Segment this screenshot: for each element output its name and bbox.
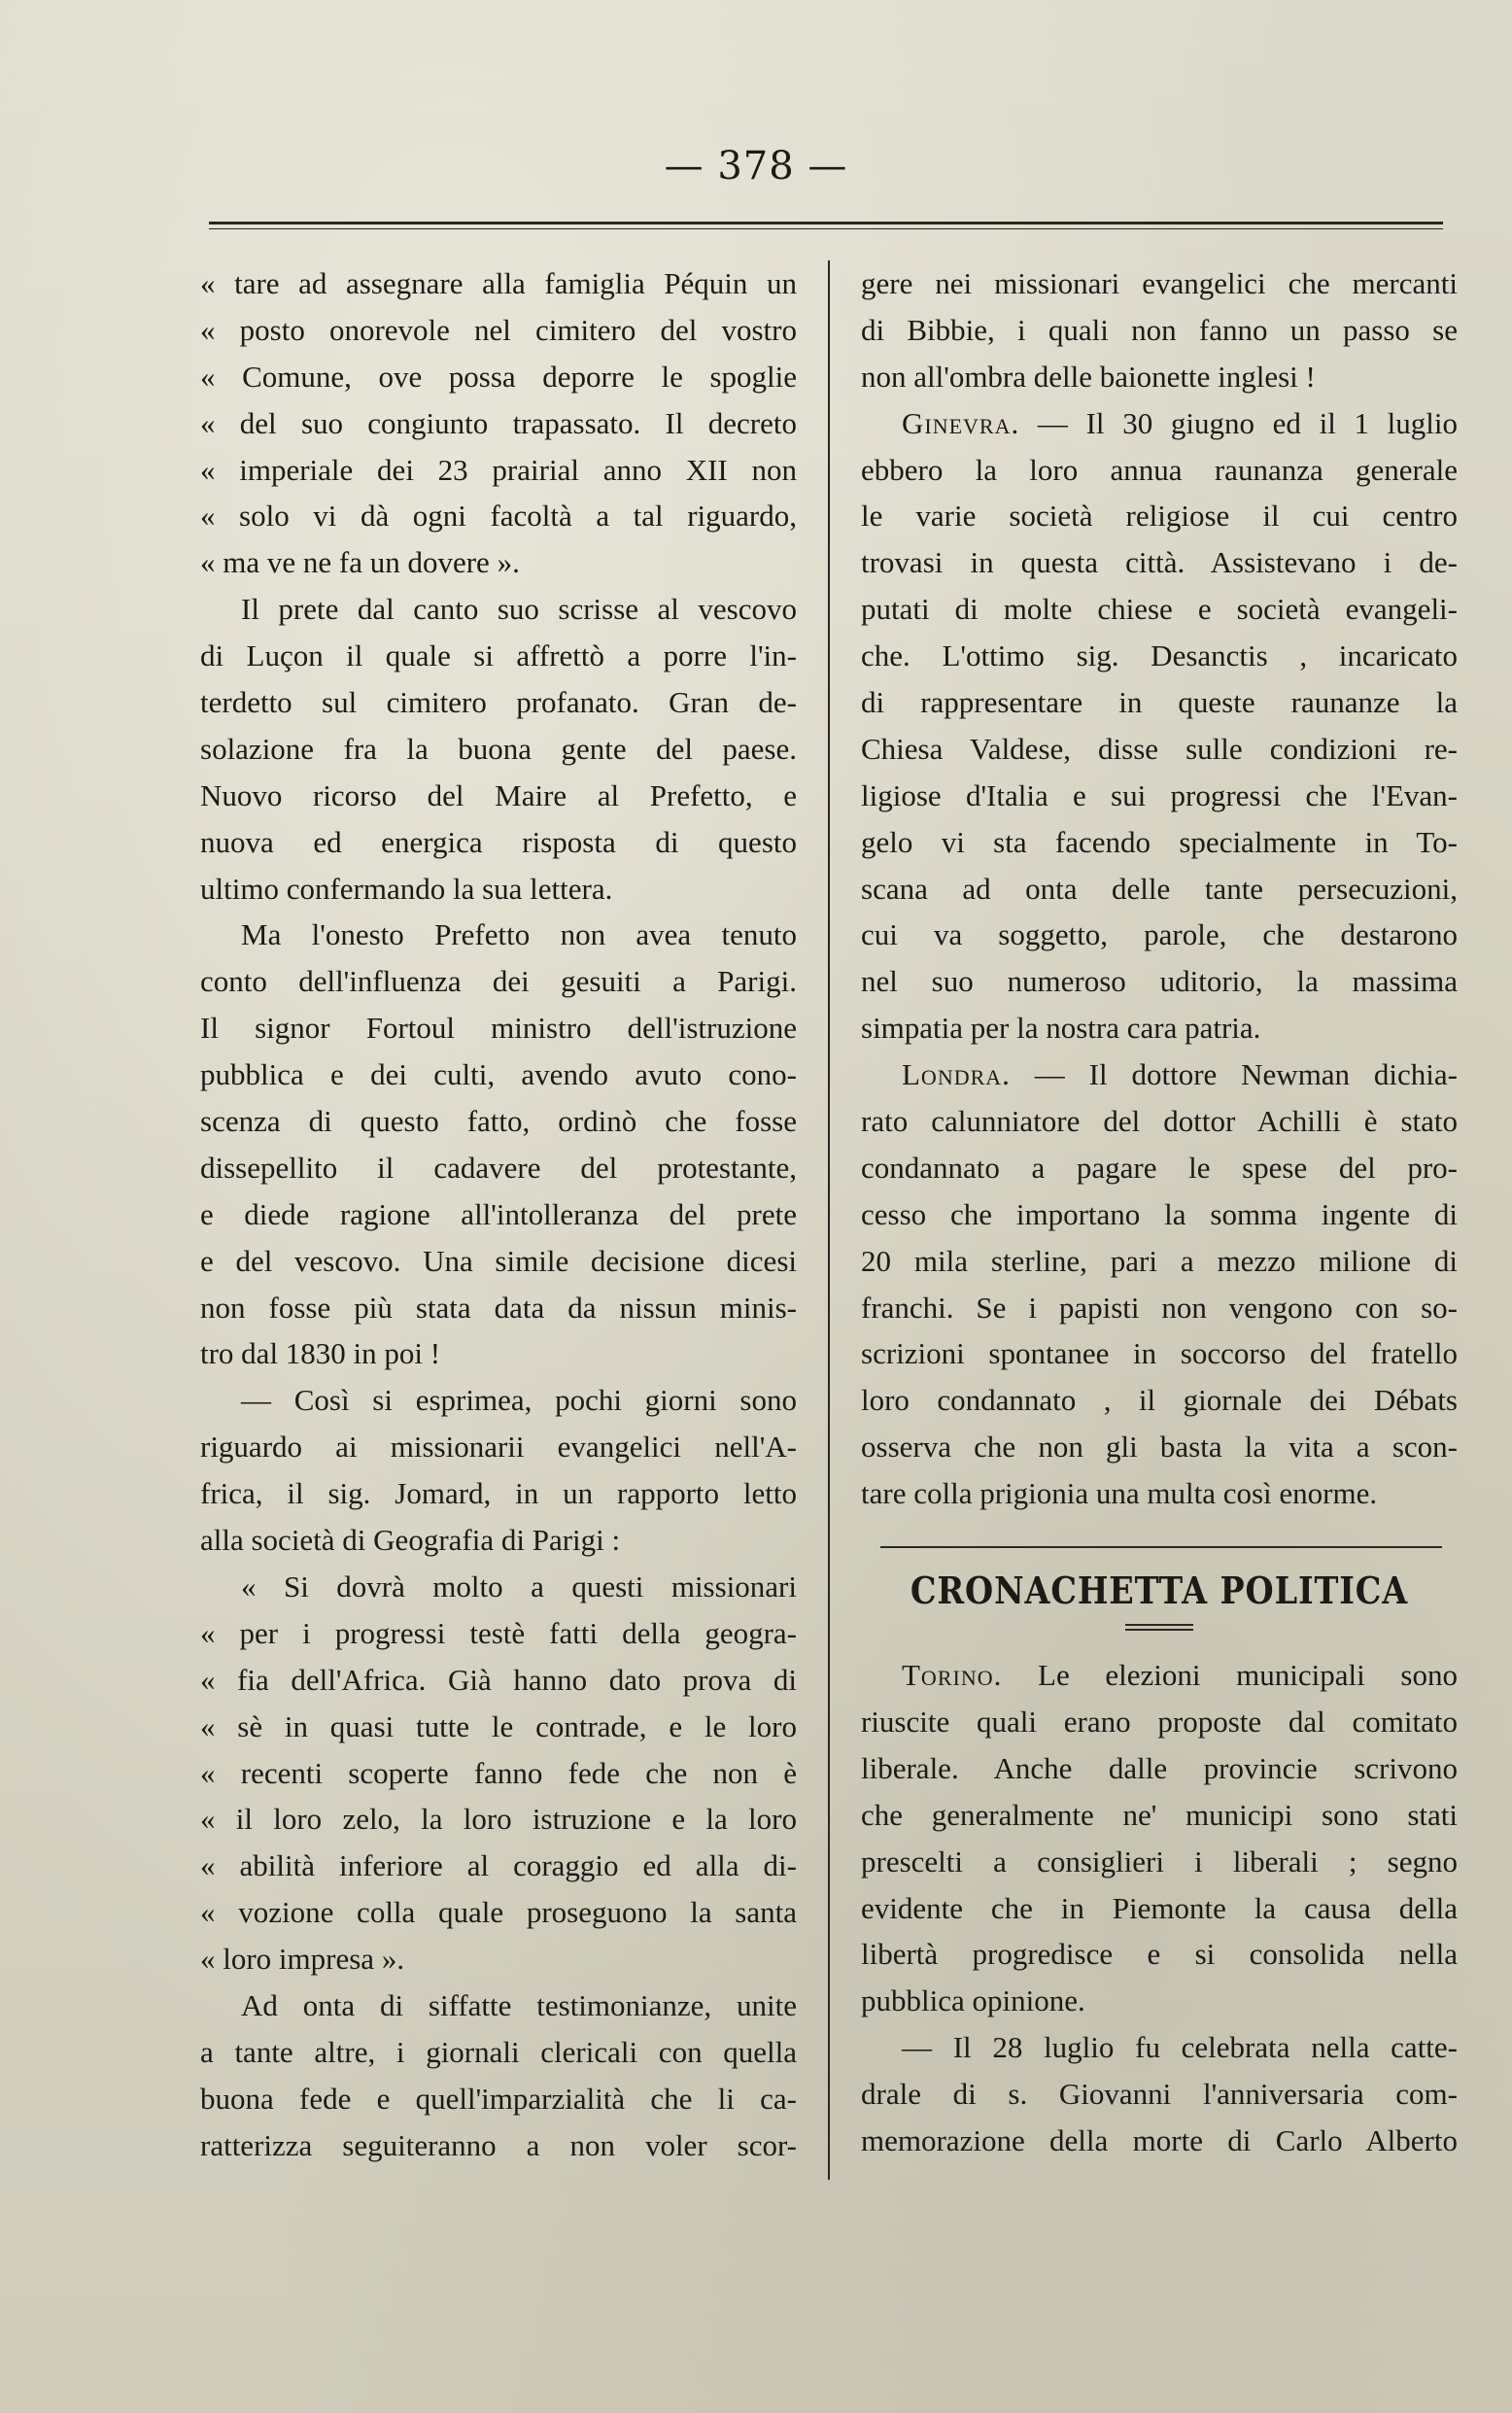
column-divider: [828, 260, 830, 2180]
text-line: condannato a pagare le spese del pro-: [861, 1150, 1458, 1185]
text-line: ebbero la loro annua raunanza generale: [861, 452, 1458, 487]
text-line: prescelti a consiglieri i liberali ; segno: [861, 1844, 1458, 1879]
text-line: che. L'ottimo sig. Desanctis , incaricato: [861, 638, 1458, 673]
text-line: nel suo numeroso uditorio, la massima: [861, 964, 1458, 999]
text-line: gere nei missionari evangelici che mercanti: [861, 266, 1458, 300]
left-column: [200, 260, 797, 2169]
text-line: [861, 400, 1458, 447]
dateline-place: Torino.: [902, 1658, 1003, 1693]
text-line: « fia dell'Africa. Già hanno dato prova di: [200, 1662, 797, 1697]
text-line: alla società di Geografia di Parigi :: [200, 1523, 621, 1558]
dateline-text: — Il 30 giugno ed il 1 luglio: [1037, 405, 1458, 440]
text-line: cesso che importano la somma ingente di: [861, 1196, 1458, 1231]
text-line: evidente che in Piemonte la causa della: [861, 1890, 1458, 1925]
text-line: di rappresentare in queste raunanze la: [861, 685, 1458, 720]
text-line: « sè in quasi tutte le contrade, e le loro: [200, 1708, 797, 1743]
text-line: e del vescovo. Una simile decisione dicesi: [200, 1243, 797, 1278]
text-line: Chiesa Valdese, disse sulle condizioni re-: [861, 731, 1458, 766]
text-line: « posto onorevole nel cimitero del vostro: [200, 312, 797, 347]
text-line: — Il 28 luglio fu celebrata nella catte-: [902, 2030, 1458, 2065]
text-line: libertà progredisce e si consolida nella: [861, 1937, 1458, 1972]
text-line: tare colla prigionia una multa così enorme.: [861, 1476, 1378, 1511]
header-rule: [209, 222, 1443, 229]
text-line: Ma l'onesto Prefetto non avea tenuto: [241, 917, 797, 952]
text-line: ratterizza seguiteranno a non voler scor-: [200, 2127, 797, 2162]
right-column: [861, 260, 1458, 2164]
text-line: franchi. Se i papisti non vengono con so-: [861, 1290, 1458, 1325]
section-ornament: [1125, 1624, 1193, 1631]
text-line: memorazione della morte di Carlo Alberto: [861, 2122, 1458, 2157]
text-line: le varie società religiose il cui centro: [861, 499, 1458, 534]
text-line: « imperiale dei 23 prairial anno XII non: [200, 452, 797, 487]
text-line: frica, il sig. Jomard, in un rapporto letto: [200, 1476, 797, 1511]
text-line: solazione fra la buona gente del paese.: [200, 731, 797, 766]
text-line: e diede ragione all'intolleranza del prete: [200, 1196, 797, 1231]
text-line: ultimo confermando la sua lettera.: [200, 871, 613, 906]
text-line: di Bibbie, i quali non fanno un passo se: [861, 312, 1458, 347]
text-line: « abilità inferiore al coraggio ed alla di-: [200, 1848, 797, 1883]
text-line: trovasi in questa città. Assistevano i de-: [861, 545, 1458, 580]
text-line: non fosse più stata data da nissun minis-: [200, 1290, 797, 1325]
text-line: loro condannato , il giornale dei Débats: [861, 1383, 1458, 1418]
dateline-place: Londra.: [902, 1057, 1011, 1092]
text-line: che generalmente ne' municipi sono stati: [861, 1797, 1458, 1832]
dateline-text: — Il dottore Newman dichia-: [1034, 1057, 1458, 1092]
text-line: scrizioni spontanee in soccorso del fratello: [861, 1336, 1458, 1371]
text-line: liberale. Anche dalle provincie scrivono: [861, 1750, 1458, 1785]
text-line: [861, 1652, 1458, 1699]
text-line: « ma ve ne fa un dovere ».: [200, 545, 520, 580]
text-line: non all'ombra delle baionette inglesi !: [861, 359, 1316, 394]
text-line: osserva che non gli basta la vita a scon-: [861, 1430, 1458, 1465]
text-line: « Comune, ove possa deporre le spoglie: [200, 359, 797, 394]
text-line: Il signor Fortoul ministro dell'istruzione: [200, 1011, 797, 1046]
text-line: 20 mila sterline, pari a mezzo milione di: [861, 1243, 1458, 1278]
text-line: a tante altre, i giornali clericali con quella: [200, 2034, 797, 2069]
text-line: dissepellito il cadavere del protestante,: [200, 1150, 797, 1185]
text-line: nuova ed energica risposta di questo: [200, 824, 797, 859]
text-line: « loro impresa ».: [200, 1942, 405, 1977]
dateline-place: Ginevra.: [902, 405, 1020, 440]
text-line: « recenti scoperte fanno fede che non è: [200, 1755, 797, 1790]
text-line: scana ad onta delle tante persecuzioni,: [861, 871, 1458, 906]
page-number: — 378 —: [664, 144, 848, 189]
text-line: conto dell'influenza dei gesuiti a Parigi.: [200, 964, 797, 999]
text-line: terdetto sul cimitero profanato. Gran de-: [200, 685, 797, 720]
text-line: « vozione colla quale proseguono la santa: [200, 1895, 797, 1930]
section-rule: [880, 1546, 1442, 1548]
text-line: buona fede e quell'imparzialità che li ca-: [200, 2081, 797, 2116]
text-line: pubblica opinione.: [861, 1983, 1085, 2018]
text-line: rato calunniatore del dottor Achilli è stato: [861, 1104, 1458, 1139]
text-line: scenza di questo fatto, ordinò che fosse: [200, 1104, 797, 1139]
section-heading: CRONACHETTA POLITICA: [910, 1568, 1409, 1613]
text-line: [861, 1051, 1458, 1098]
text-line: « tare ad assegnare alla famiglia Péquin un: [200, 266, 797, 300]
text-line: pubblica e dei culti, avendo avuto cono-: [200, 1057, 797, 1092]
text-line: cui va soggetto, parole, che destarono: [861, 917, 1458, 952]
dateline-text: Le elezioni municipali sono: [1038, 1658, 1458, 1693]
text-line: Nuovo ricorso del Maire al Prefetto, e: [200, 777, 797, 812]
text-line: « per i progressi testè fatti della geogra-: [200, 1615, 797, 1650]
text-line: — Così si esprimea, pochi giorni sono: [241, 1383, 797, 1418]
text-line: « del suo congiunto trapassato. Il decreto: [200, 405, 797, 440]
text-line: ligiose d'Italia e sui progressi che l'Evan-: [861, 777, 1458, 812]
text-line: Ad onta di siffatte testimonianze, unite: [241, 1987, 797, 2022]
text-line: « solo vi dà ogni facoltà a tal riguardo,: [200, 499, 797, 534]
text-line: drale di s. Giovanni l'anniversaria com-: [861, 2077, 1458, 2112]
text-line: riguardo ai missionarii evangelici nell'A-: [200, 1430, 797, 1465]
text-line: tro dal 1830 in poi !: [200, 1336, 441, 1371]
text-line: « il loro zelo, la loro istruzione e la loro: [200, 1802, 797, 1837]
text-line: simpatia per la nostra cara patria.: [861, 1011, 1261, 1046]
text-line: Il prete dal canto suo scrisse al vescovo: [241, 592, 797, 627]
text-line: gelo vi sta facendo specialmente in To-: [861, 824, 1458, 859]
text-line: « Si dovrà molto a questi missionari: [241, 1568, 797, 1603]
text-line: riuscite quali erano proposte dal comitato: [861, 1704, 1458, 1739]
text-line: putati di molte chiese e società evangeli-: [861, 592, 1458, 627]
text-line: di Luçon il quale si affrettò a porre l'in-: [200, 638, 797, 673]
